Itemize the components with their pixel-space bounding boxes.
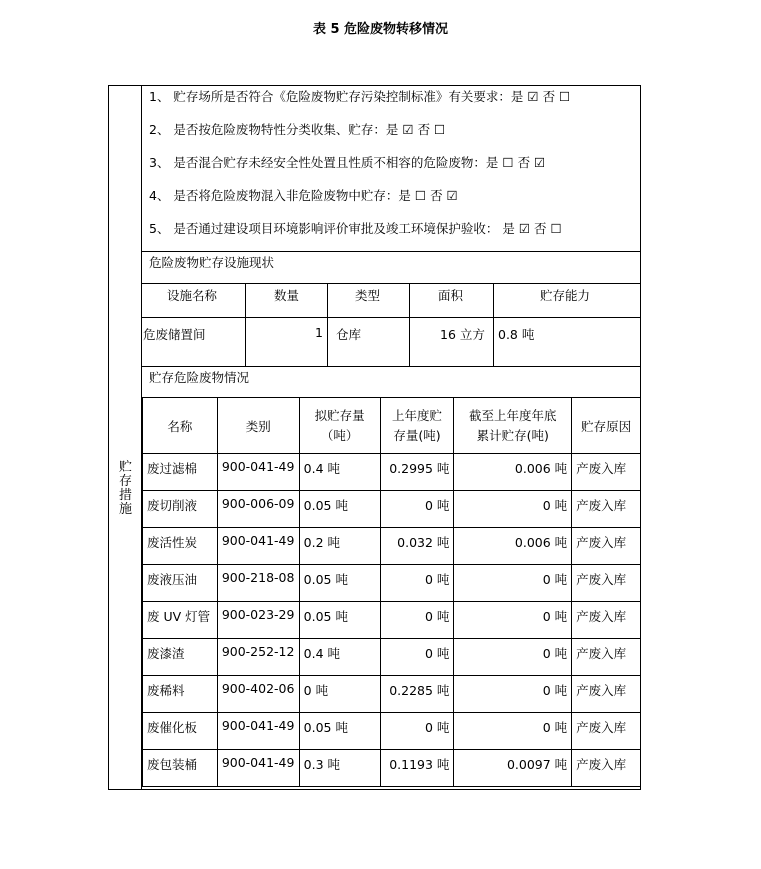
side-column [109, 86, 142, 789]
cell-planned: 0.4 吨 [299, 454, 380, 491]
cell-category: 900-041-49 [217, 454, 299, 491]
cell-last-year: 0 吨 [380, 602, 454, 639]
cell-planned: 0.05 吨 [299, 602, 380, 639]
cell-category: 900-252-12 [217, 639, 299, 676]
cell-planned: 0.05 吨 [299, 713, 380, 750]
table-row [143, 713, 641, 750]
table-row [143, 528, 641, 565]
cell-name: 废液压油 [143, 565, 218, 602]
cell-cumulative: 0 吨 [454, 639, 572, 676]
cell-planned: 0.4 吨 [299, 639, 380, 676]
cell-last-year: 0 吨 [380, 491, 454, 528]
cell-last-year: 0.2995 吨 [380, 454, 454, 491]
divider [327, 283, 328, 366]
cell-name: 废稀料 [143, 676, 218, 713]
divider [493, 283, 494, 366]
cell-cumulative: 0 吨 [454, 602, 572, 639]
table-row [143, 639, 641, 676]
facility-cell-quantity: 1 [315, 325, 323, 340]
header-last-year: 上年度贮 存量(吨) [380, 398, 454, 454]
facility-header-name: 设施名称 [167, 288, 218, 303]
divider [142, 283, 640, 284]
cell-reason: 产废入库 [572, 528, 641, 565]
cell-reason: 产废入库 [572, 713, 641, 750]
side-label: 贮 存 措 施 [118, 460, 132, 517]
divider [142, 251, 640, 252]
cell-name: 废包装桶 [143, 750, 218, 787]
divider [245, 283, 246, 366]
cell-category: 900-023-29 [217, 602, 299, 639]
cell-last-year: 0.032 吨 [380, 528, 454, 565]
facility-header-capacity: 贮存能力 [540, 288, 591, 303]
cell-reason: 产废入库 [572, 602, 641, 639]
cell-last-year: 0.1193 吨 [380, 750, 454, 787]
cell-last-year: 0 吨 [380, 713, 454, 750]
cell-name: 废切削液 [143, 491, 218, 528]
cell-name: 废过滤棉 [143, 454, 218, 491]
facility-header-area: 面积 [438, 288, 464, 303]
waste-table [142, 397, 641, 787]
cell-cumulative: 0.006 吨 [454, 454, 572, 491]
header-planned: 拟贮存量 （吨） [299, 398, 380, 454]
table-row [143, 491, 641, 528]
waste-heading: 贮存危险废物情况 [149, 370, 250, 385]
cell-last-year: 0 吨 [380, 639, 454, 676]
facility-header-quantity: 数量 [274, 288, 300, 303]
table-header-row [143, 398, 641, 454]
cell-name: 废活性炭 [143, 528, 218, 565]
cell-reason: 产废入库 [572, 676, 641, 713]
question-3: 3、 是否混合贮存未经安全性处置且性质不相容的危险废物：是 ☐ 否 ☑ [149, 155, 546, 170]
header-reason: 贮存原因 [572, 398, 641, 454]
cell-category: 900-006-09 [217, 491, 299, 528]
cell-name: 废 UV 灯管 [143, 602, 218, 639]
divider [142, 317, 640, 318]
facility-heading: 危险废物贮存设施现状 [149, 255, 275, 270]
cell-reason: 产废入库 [572, 565, 641, 602]
cell-cumulative: 0 吨 [454, 713, 572, 750]
header-cumulative: 截至上年度年底 累计贮存(吨) [454, 398, 572, 454]
question-2: 2、 是否按危险废物特性分类收集、贮存：是 ☑ 否 ☐ [149, 122, 446, 137]
table-row [143, 602, 641, 639]
cell-reason: 产废入库 [572, 750, 641, 787]
table-row [143, 454, 641, 491]
facility-cell-capacity: 0.8 吨 [498, 327, 535, 342]
table-row [143, 565, 641, 602]
cell-cumulative: 0.006 吨 [454, 528, 572, 565]
facility-cell-type: 仓库 [336, 327, 362, 342]
cell-planned: 0.05 吨 [299, 491, 380, 528]
cell-category: 900-041-49 [217, 713, 299, 750]
facility-cell-name: 危废储置间 [143, 327, 206, 342]
cell-reason: 产废入库 [572, 639, 641, 676]
cell-last-year: 0 吨 [380, 565, 454, 602]
cell-category: 900-402-06 [217, 676, 299, 713]
document-title: 表 5 危险废物转移情况 [312, 22, 449, 37]
facility-header-type: 类型 [355, 288, 381, 303]
storage-measures-table [108, 85, 641, 790]
divider [409, 283, 410, 366]
cell-category: 900-041-49 [217, 528, 299, 565]
question-1: 1、 贮存场所是否符合《危险废物贮存污染控制标准》有关要求：是 ☑ 否 ☐ [149, 89, 571, 104]
facility-cell-area: 16 立方 [440, 327, 485, 342]
cell-reason: 产废入库 [572, 454, 641, 491]
cell-planned: 0 吨 [299, 676, 380, 713]
cell-name: 废漆渣 [143, 639, 218, 676]
cell-last-year: 0.2285 吨 [380, 676, 454, 713]
table-row [143, 676, 641, 713]
divider [142, 366, 640, 367]
question-4: 4、 是否将危险废物混入非危险废物中贮存：是 ☐ 否 ☑ [149, 188, 458, 203]
cell-name: 废催化板 [143, 713, 218, 750]
cell-reason: 产废入库 [572, 491, 641, 528]
cell-planned: 0.3 吨 [299, 750, 380, 787]
cell-category: 900-218-08 [217, 565, 299, 602]
cell-planned: 0.05 吨 [299, 565, 380, 602]
question-5: 5、 是否通过建设项目环境影响评价审批及竣工环境保护验收： 是 ☑ 否 ☐ [149, 221, 562, 236]
cell-planned: 0.2 吨 [299, 528, 380, 565]
cell-cumulative: 0 吨 [454, 676, 572, 713]
cell-cumulative: 0.0097 吨 [454, 750, 572, 787]
table-row [143, 750, 641, 787]
header-category: 类别 [217, 398, 299, 454]
cell-cumulative: 0 吨 [454, 565, 572, 602]
cell-category: 900-041-49 [217, 750, 299, 787]
cell-cumulative: 0 吨 [454, 491, 572, 528]
header-name: 名称 [143, 398, 218, 454]
